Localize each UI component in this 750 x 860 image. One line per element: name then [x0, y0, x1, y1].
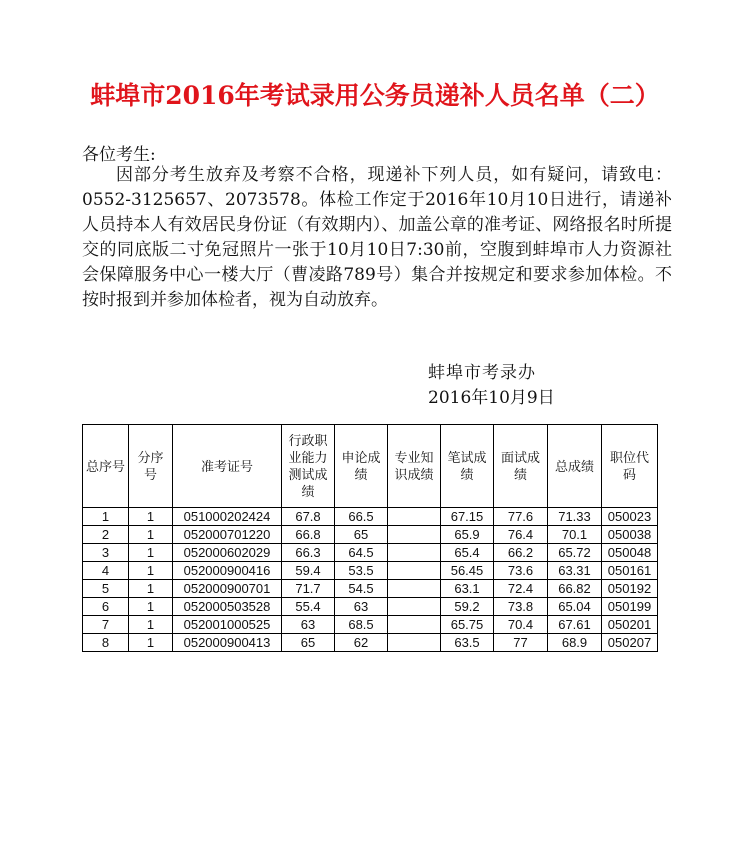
table-cell: 64.5	[335, 544, 388, 562]
table-cell: 66.5	[335, 508, 388, 526]
table-cell: 65.72	[548, 544, 602, 562]
table-row	[83, 634, 658, 652]
table-cell: 72.4	[494, 580, 548, 598]
table-cell: 052000701220	[173, 526, 282, 544]
table-cell: 71.33	[548, 508, 602, 526]
table-cell: 77	[494, 634, 548, 652]
salutation: 各位考生:	[82, 145, 156, 165]
header-cell	[129, 425, 173, 508]
document-title: 蚌埠市2016年考试录用公务员递补人员名单（二）	[90, 81, 660, 110]
signature-date: 2016年10月9日	[428, 388, 555, 408]
table-cell: 63.5	[441, 634, 494, 652]
table-cell: 77.6	[494, 508, 548, 526]
table-cell	[388, 508, 441, 526]
table-cell: 65.75	[441, 616, 494, 634]
table-cell: 62	[335, 634, 388, 652]
table-cell: 4	[83, 562, 129, 580]
table-cell: 65.4	[441, 544, 494, 562]
table-cell	[388, 634, 441, 652]
table-cell: 56.45	[441, 562, 494, 580]
table-body	[83, 508, 658, 652]
header-cell	[602, 425, 658, 508]
header-cell	[83, 425, 129, 508]
table-cell: 1	[129, 598, 173, 616]
header-label: 总成绩	[554, 458, 594, 474]
table-cell: 59.2	[441, 598, 494, 616]
table-row	[83, 544, 658, 562]
table-cell: 8	[83, 634, 129, 652]
table-cell: 050201	[602, 616, 658, 634]
table-cell: 67.8	[282, 508, 335, 526]
table-cell: 70.1	[548, 526, 602, 544]
table-cell: 050038	[602, 526, 658, 544]
table-cell: 65	[335, 526, 388, 544]
header-label: 分序号	[137, 450, 164, 482]
header-label: 总序号	[86, 458, 126, 474]
table-cell: 66.8	[282, 526, 335, 544]
header-label: 职位代码	[609, 450, 649, 482]
table-cell: 65.04	[548, 598, 602, 616]
header-label: 申论成绩	[341, 450, 381, 482]
table-cell	[388, 580, 441, 598]
header-label: 笔试成绩	[447, 450, 487, 482]
table-cell: 67.61	[548, 616, 602, 634]
table-cell: 050199	[602, 598, 658, 616]
table-cell: 53.5	[335, 562, 388, 580]
header-cell	[548, 425, 602, 508]
table-cell: 1	[129, 616, 173, 634]
table-cell: 66.2	[494, 544, 548, 562]
header-cell	[494, 425, 548, 508]
table-cell: 63	[282, 616, 335, 634]
table-header-row	[83, 425, 658, 508]
table-row	[83, 616, 658, 634]
header-cell	[335, 425, 388, 508]
header-label: 专业知识成绩	[394, 450, 434, 482]
notice-body: 因部分考生放弃及考察不合格，现递补下列人员，如有疑问，请致电：0552-3125657、2073578。体检工作定于2016年10月10日进行，请递补人员持本人有效居民身份证（有效期内）、加盖公章的准考证、网络报名时所提交的同底版二寸免冠照片一张于10月10日7:30前，空腹到蚌埠市人力资源社会保障服务中心一楼大厅（曹凌路789号）集合并按规定和要求参加体检。不按时报到并参加体检者，视为自动放弃。	[82, 165, 672, 310]
table-cell: 59.4	[282, 562, 335, 580]
header-cell	[388, 425, 441, 508]
table-cell	[388, 562, 441, 580]
table-cell: 050161	[602, 562, 658, 580]
table-cell: 63.1	[441, 580, 494, 598]
table-cell: 052000900701	[173, 580, 282, 598]
table-cell: 1	[129, 562, 173, 580]
table-cell: 54.5	[335, 580, 388, 598]
table-cell: 1	[129, 508, 173, 526]
table-cell: 052000900416	[173, 562, 282, 580]
table-cell: 65.9	[441, 526, 494, 544]
table-cell: 5	[83, 580, 129, 598]
table-cell: 3	[83, 544, 129, 562]
table-cell	[388, 598, 441, 616]
table-cell	[388, 544, 441, 562]
header-cell	[282, 425, 335, 508]
table-cell: 1	[129, 634, 173, 652]
table-cell: 052000602029	[173, 544, 282, 562]
table-cell: 052001000525	[173, 616, 282, 634]
table-cell: 050192	[602, 580, 658, 598]
table-cell: 050207	[602, 634, 658, 652]
table-cell: 051000202424	[173, 508, 282, 526]
table-row	[83, 562, 658, 580]
table-cell: 66.82	[548, 580, 602, 598]
table-cell: 2	[83, 526, 129, 544]
table-cell: 70.4	[494, 616, 548, 634]
table-row	[83, 526, 658, 544]
header-label: 行政职业能力测试成绩	[288, 433, 328, 499]
table-cell: 052000503528	[173, 598, 282, 616]
table-cell: 1	[129, 580, 173, 598]
header-label: 面试成绩	[500, 450, 540, 482]
table-cell: 1	[129, 544, 173, 562]
table-cell: 55.4	[282, 598, 335, 616]
table-cell	[388, 616, 441, 634]
table-cell: 73.6	[494, 562, 548, 580]
table-row	[83, 598, 658, 616]
table-cell: 050023	[602, 508, 658, 526]
table-cell: 73.8	[494, 598, 548, 616]
table-cell	[388, 526, 441, 544]
candidate-table	[82, 424, 658, 652]
header-cell	[441, 425, 494, 508]
table-cell: 6	[83, 598, 129, 616]
table-cell: 050048	[602, 544, 658, 562]
table-cell: 65	[282, 634, 335, 652]
table-cell: 63	[335, 598, 388, 616]
table-cell: 7	[83, 616, 129, 634]
header-label: 准考证号	[200, 458, 253, 474]
table-cell: 66.3	[282, 544, 335, 562]
table-row	[83, 580, 658, 598]
header-cell	[173, 425, 282, 508]
table-cell: 67.15	[441, 508, 494, 526]
table-cell: 052000900413	[173, 634, 282, 652]
table-cell: 1	[83, 508, 129, 526]
table-cell: 68.9	[548, 634, 602, 652]
table-cell: 68.5	[335, 616, 388, 634]
table-cell: 1	[129, 526, 173, 544]
signature-organization: 蚌埠市考录办	[428, 363, 536, 383]
table-cell: 63.31	[548, 562, 602, 580]
table-cell: 76.4	[494, 526, 548, 544]
table-row	[83, 508, 658, 526]
table-cell: 71.7	[282, 580, 335, 598]
